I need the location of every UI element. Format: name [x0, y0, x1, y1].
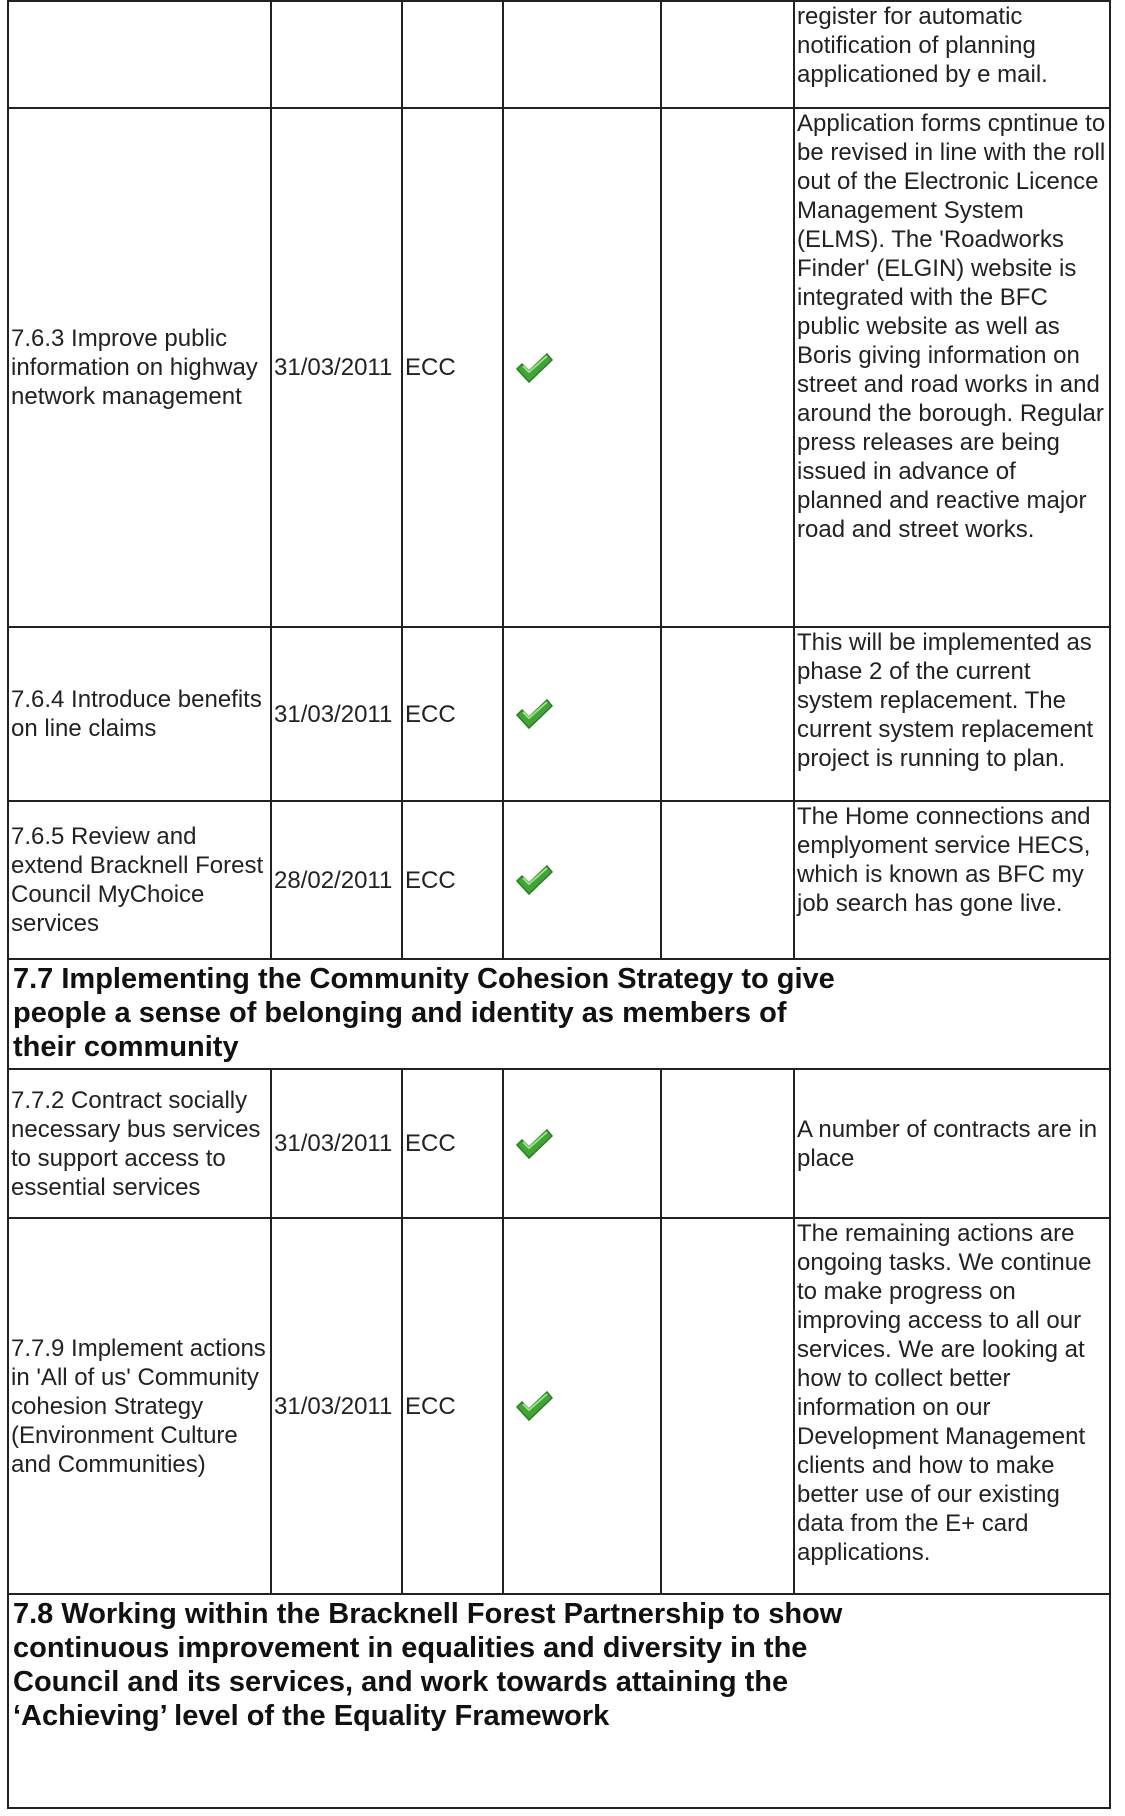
date-cell: 31/03/2011	[271, 108, 402, 627]
check-icon	[514, 863, 554, 897]
notes-cell: The Home connections and emplyoment service HECS, which is known as BFC my job search has gone live.	[794, 801, 1110, 959]
action-cell: 7.6.4 Introduce benefits on line claims	[8, 627, 271, 801]
notes-cell: This will be implemented as phase 2 of the current system replacement. The current system replacement project is running to plan.	[794, 627, 1110, 801]
action-cell: 7.6.5 Review and extend Bracknell Forest Council MyChoice services	[8, 801, 271, 959]
notes-cell: register for automatic notification of planning applicationed by e mail.	[794, 1, 1110, 108]
check-icon	[514, 351, 554, 385]
table-row	[8, 1069, 1110, 1218]
check-icon	[514, 697, 554, 731]
status-cell	[503, 108, 661, 627]
date-cell: 31/03/2011	[271, 627, 402, 801]
action-cell: 7.6.3 Improve public information on highway network management	[8, 108, 271, 627]
section-heading: 7.7 Implementing the Community Cohesion Strategy to give people a sense of belonging and identity as members of their community	[13, 963, 835, 1063]
section-row	[8, 1594, 1110, 1808]
table-row	[8, 1, 1110, 108]
owner-cell: ECC	[402, 1069, 503, 1218]
table-row	[8, 1218, 1110, 1594]
status-cell	[503, 801, 661, 959]
status-cell	[503, 1218, 661, 1594]
empty-cell	[661, 1, 794, 108]
empty-cell	[661, 1069, 794, 1218]
notes-cell: The remaining actions are ongoing tasks. We continue to make progress on improving access to all our services. We are looking at how to collect better information on our Development Management clients and how to make better use of our existing data from the E+ card applications.	[794, 1218, 1110, 1594]
empty-cell	[661, 108, 794, 627]
check-icon	[514, 1127, 554, 1161]
date-cell: 31/03/2011	[271, 1218, 402, 1594]
empty-cell	[661, 801, 794, 959]
progress-table	[7, 0, 1111, 1809]
section-row	[8, 959, 1110, 1069]
action-cell	[8, 1, 271, 108]
owner-cell: ECC	[402, 627, 503, 801]
notes-cell: Application forms cpntinue to be revised in line with the roll out of the Electronic Licence Management System (ELMS). The 'Roadworks Finder' (ELGIN) website is integrated with the BFC public website as well as Boris giving information on street and road works in and around the borough. Regular press releases are being issued in advance of planned and reactive major road and street works.	[794, 108, 1110, 627]
section-heading: 7.8 Working within the Bracknell Forest Partnership to show continuous improvement in equalities and diversity in the Council and its services, and work towards attaining the ‘Achieving’ level of the Equality Framework	[13, 1598, 843, 1732]
owner-cell: ECC	[402, 801, 503, 959]
empty-cell	[661, 1218, 794, 1594]
status-cell	[503, 1, 661, 108]
owner-cell: ECC	[402, 108, 503, 627]
check-icon	[514, 1389, 554, 1423]
notes-cell: A number of contracts are in place	[794, 1069, 1110, 1218]
table-row	[8, 801, 1110, 959]
date-cell: 31/03/2011	[271, 1069, 402, 1218]
action-cell: 7.7.9 Implement actions in 'All of us' Community cohesion Strategy (Environment Culture and Communities)	[8, 1218, 271, 1594]
empty-cell	[661, 627, 794, 801]
date-cell: 28/02/2011	[271, 801, 402, 959]
status-cell	[503, 627, 661, 801]
owner-cell: ECC	[402, 1218, 503, 1594]
table-row	[8, 627, 1110, 801]
action-cell: 7.7.2 Contract socially necessary bus services to support access to essential services	[8, 1069, 271, 1218]
status-cell	[503, 1069, 661, 1218]
date-cell	[271, 1, 402, 108]
table-row	[8, 108, 1110, 627]
owner-cell	[402, 1, 503, 108]
